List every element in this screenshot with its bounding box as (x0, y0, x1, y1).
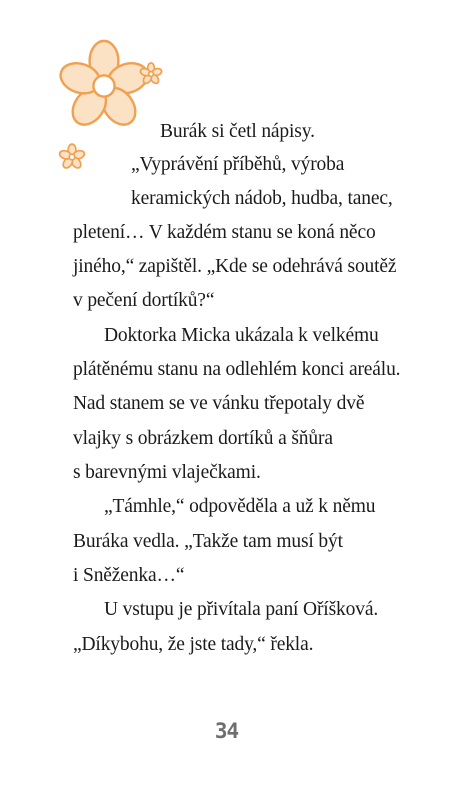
text-line: s barevnými vlaječkami. (73, 462, 261, 483)
text-line: „Díkybohu, že jste tady,“ řekla. (73, 634, 314, 655)
text-line: v pečení dortíků?“ (73, 290, 215, 311)
page-number: 34 (214, 719, 239, 743)
text-line: keramických nádob, hudba, tanec, (131, 188, 393, 209)
text-line: plátěnému stanu na odlehlém konci areálu. (73, 359, 401, 380)
text-line: vlajky s obrázkem dortíků a šňůra (73, 428, 333, 449)
large-flower-icon (56, 38, 152, 134)
text-line: i Sněženka…“ (73, 565, 185, 586)
text-line: „Vyprávění příběhů, výroba (131, 154, 345, 175)
text-line: „Támhle,“ odpověděla a už k němu (104, 496, 376, 517)
text-line: pletení… V každém stanu se koná něco (73, 222, 376, 243)
small-flower-icon (58, 143, 86, 171)
text-line: Nad stanem se ve vánku třepotaly dvě (73, 393, 365, 414)
text-line: Burák si četl nápisy. (160, 121, 315, 142)
text-line: jiného,“ zapištěl. „Kde se odehrává soutěž (73, 256, 397, 277)
text-line: Doktorka Micka ukázala k velkému (104, 325, 379, 346)
small-flower-icon (139, 62, 163, 86)
text-line: U vstupu je přivítala paní Oříšková. (104, 599, 379, 620)
text-line: Buráka vedla. „Takže tam musí být (73, 531, 343, 552)
